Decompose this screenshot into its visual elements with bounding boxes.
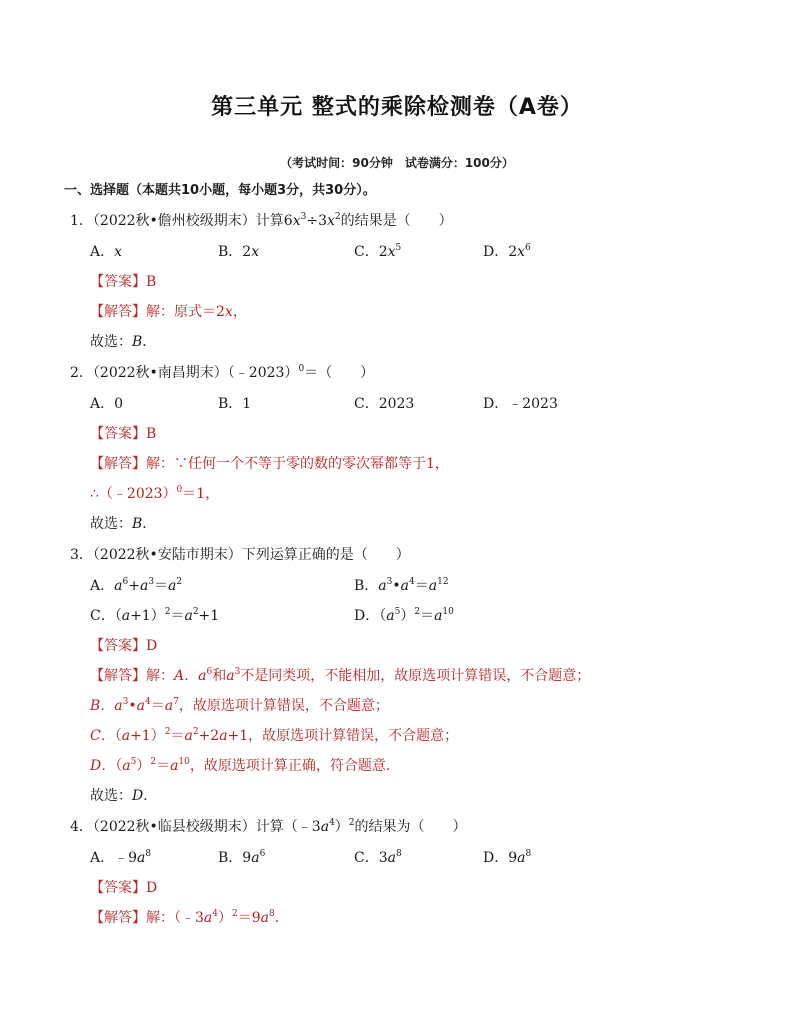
question-1-option-b: B．2x	[218, 244, 260, 260]
question-2-solution-step: ∴（﹣2023）$^0$＝1，	[90, 485, 220, 502]
question-4-option-b: B．$9a^6$	[218, 849, 266, 866]
question-2-option-d: D．﹣2023	[483, 396, 558, 412]
question-3-solution-b: B．$a^3•a^4=a^7$，故原选项计算错误，不合题意；	[90, 697, 389, 714]
question-3-stem: 3．（2022秋•安陆市期末）下列运算正确的是（ ）	[70, 547, 410, 563]
question-4-answer: 【答案】D	[90, 880, 158, 896]
question-1-option-a: A．x	[90, 244, 123, 260]
question-1-option-d: D．$2x^6$	[483, 243, 531, 260]
section-heading: 一、选择题（本题共10小题，每小题3分，共30分）。	[64, 183, 376, 198]
question-3-option-d: D．$(a^5)^2=a^{10}$	[354, 607, 454, 624]
question-1-stem: 1．（2022秋•儋州校级期末）计算$6x^3\div 3x^2$的结果是（ ）	[70, 212, 453, 229]
page-title: 第三单元 整式的乘除检测卷（A卷）	[211, 95, 583, 120]
question-3-solution-d: D．$(a^5)^2=a^{10}$，故原选项计算正确，符合题意．	[90, 757, 400, 774]
question-2-stem: 2．（2022秋•南昌期末）（﹣2023）$^0$＝（ ）	[70, 364, 375, 381]
question-4-option-a: A．$﹣9a^8$	[90, 849, 152, 866]
question-3-option-c: C．$(a+1)^2=a^2+1$	[90, 607, 220, 624]
question-4-option-c: C．$3a^8$	[354, 849, 402, 866]
question-2-choice: 故选：B．	[90, 516, 157, 532]
question-2-option-b: B．1	[218, 396, 252, 412]
question-2-option-c: C．2023	[354, 396, 415, 412]
question-1-answer: 【答案】B	[90, 274, 157, 290]
question-2-answer: 【答案】B	[90, 426, 157, 442]
exam-info: （考试时间：90分钟 试卷满分：100分）	[280, 156, 514, 170]
question-4-stem: 4．（2022秋•临县校级期末）计算$(﹣3a^4)^2$的结果为（ ）	[70, 818, 467, 835]
question-1-choice: 故选：B．	[90, 334, 157, 350]
question-3-solution-c: C．$(a+1)^2=a^2+2a+1$，故原选项计算错误，不合题意；	[90, 727, 459, 744]
question-1-solution: 【解答】解：原式＝2x，	[90, 304, 247, 320]
question-3-solution: 【解答】解：A．$a^6$和$a^3$不是同类项，不能相加，故原选项计算错误，不合题意；	[90, 667, 591, 684]
question-1-option-c: C．$2x^5$	[354, 243, 402, 260]
question-2-option-a: A．0	[90, 396, 124, 412]
question-3-answer: 【答案】D	[90, 638, 158, 654]
question-3-choice: 故选：D．	[90, 788, 158, 804]
question-3-option-a: A．$a^6+a^3=a^2$	[90, 577, 183, 594]
question-4-option-d: D．$9a^8$	[483, 849, 532, 866]
question-3-option-b: B．$a^3•a^4=a^{12}$	[354, 577, 449, 594]
question-4-solution: 【解答】解：$(﹣3a^4)^2=9a^8$．	[90, 909, 289, 926]
question-2-solution: 【解答】解：∵任何一个不等于零的数的零次幂都等于1，	[90, 456, 449, 472]
